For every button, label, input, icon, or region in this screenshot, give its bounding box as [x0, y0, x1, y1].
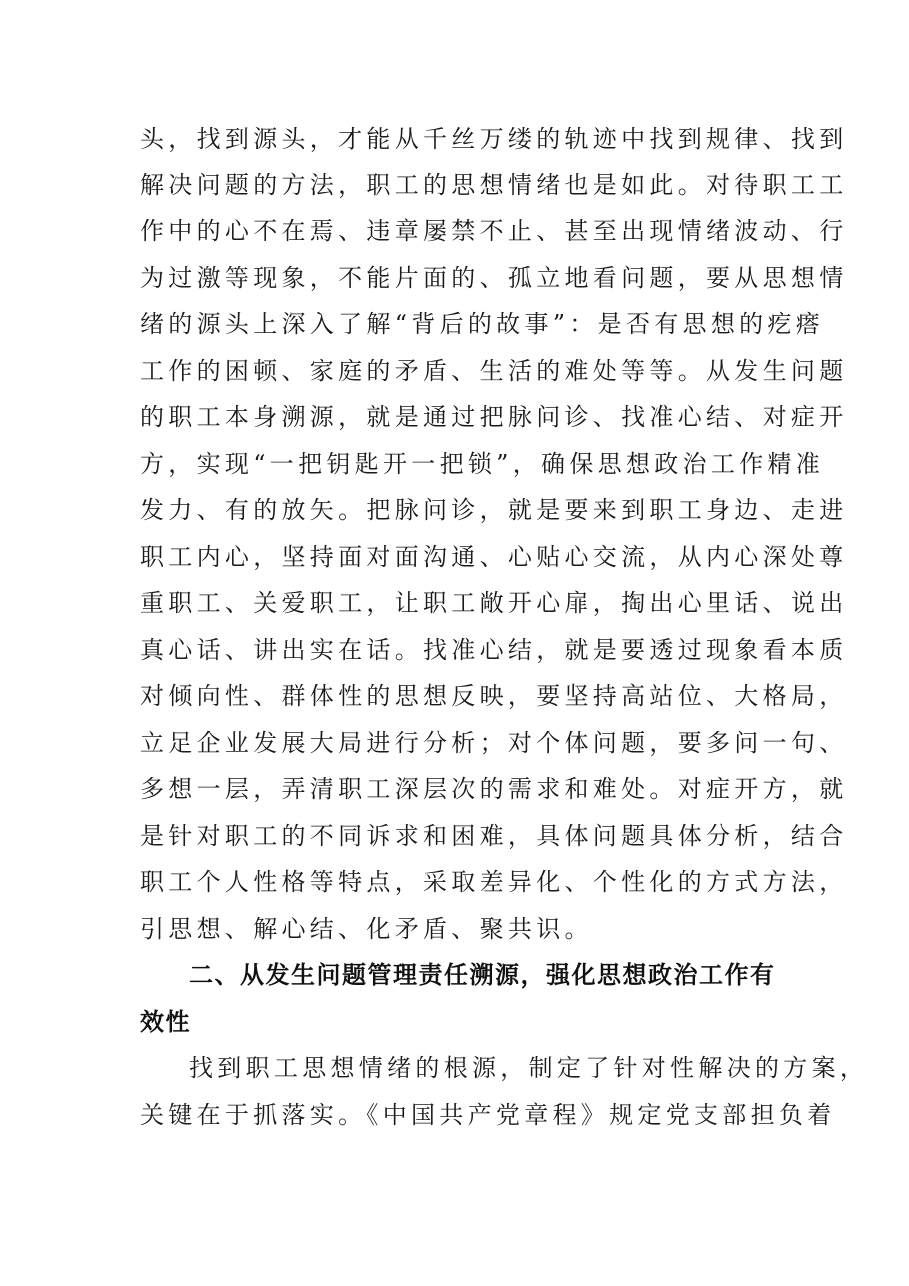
paragraph-line: 重职工、关爱职工，让职工敞开心扉，掏出心里话、说出 [140, 589, 848, 617]
paragraph-line: 绪的源头上深入了解“背后的故事”：是否有思想的疙瘩 [140, 310, 825, 338]
paragraph-line: 的职工本身溯源，就是通过把脉问诊、找准心结、对症开 [140, 403, 848, 431]
paragraph-line: 立足企业发展大局进行分析；对个体问题，要多问一句、 [140, 729, 848, 757]
paragraph-line: 头，找到源头，才能从千丝万缕的轨迹中找到规律、找到 [140, 125, 848, 153]
paragraph-line: 作中的心不在焉、违章屡禁不止、甚至出现情绪波动、行 [140, 217, 848, 245]
paragraph-line: 方，实现“一把钥匙开一把锁”，确保思想政治工作精准 [140, 450, 825, 478]
paragraph-line: 解决问题的方法，职工的思想情绪也是如此。对待职工工 [140, 171, 848, 199]
paragraph-line: 是针对职工的不同诉求和困难，具体问题具体分析，结合 [140, 822, 848, 850]
paragraph-line: 找到职工思想情绪的根源，制定了针对性解决的方案， [189, 1054, 869, 1082]
section-heading: 二、从发生问题管理责任溯源，强化思想政治工作有 [189, 961, 776, 989]
paragraph-line: 职工内心，坚持面对面沟通、心贴心交流，从内心深处尊 [140, 543, 848, 571]
paragraph-line: 发力、有的放矢。把脉问诊，就是要来到职工身边、走进 [140, 496, 848, 524]
paragraph-line: 关键在于抓落实。《中国共产党章程》规定党支部担负着 [140, 1101, 836, 1129]
paragraph-line: 工作的困顿、家庭的矛盾、生活的难处等等。从发生问题 [140, 357, 848, 385]
paragraph-line: 对倾向性、群体性的思想反映，要坚持高站位、大格局， [140, 682, 848, 710]
paragraph-line: 职工个人性格等特点，采取差异化、个性化的方式方法， [140, 868, 848, 896]
paragraph-line: 真心话、讲出实在话。找准心结，就是要透过现象看本质 [140, 636, 848, 664]
paragraph-line: 引思想、解心结、化矛盾、聚共识。 [140, 915, 593, 943]
section-heading-continued: 效性 [140, 1008, 191, 1036]
paragraph-line: 为过激等现象，不能片面的、孤立地看问题，要从思想情 [140, 264, 848, 292]
paragraph-line: 多想一层，弄清职工深层次的需求和难处。对症开方，就 [140, 775, 848, 803]
